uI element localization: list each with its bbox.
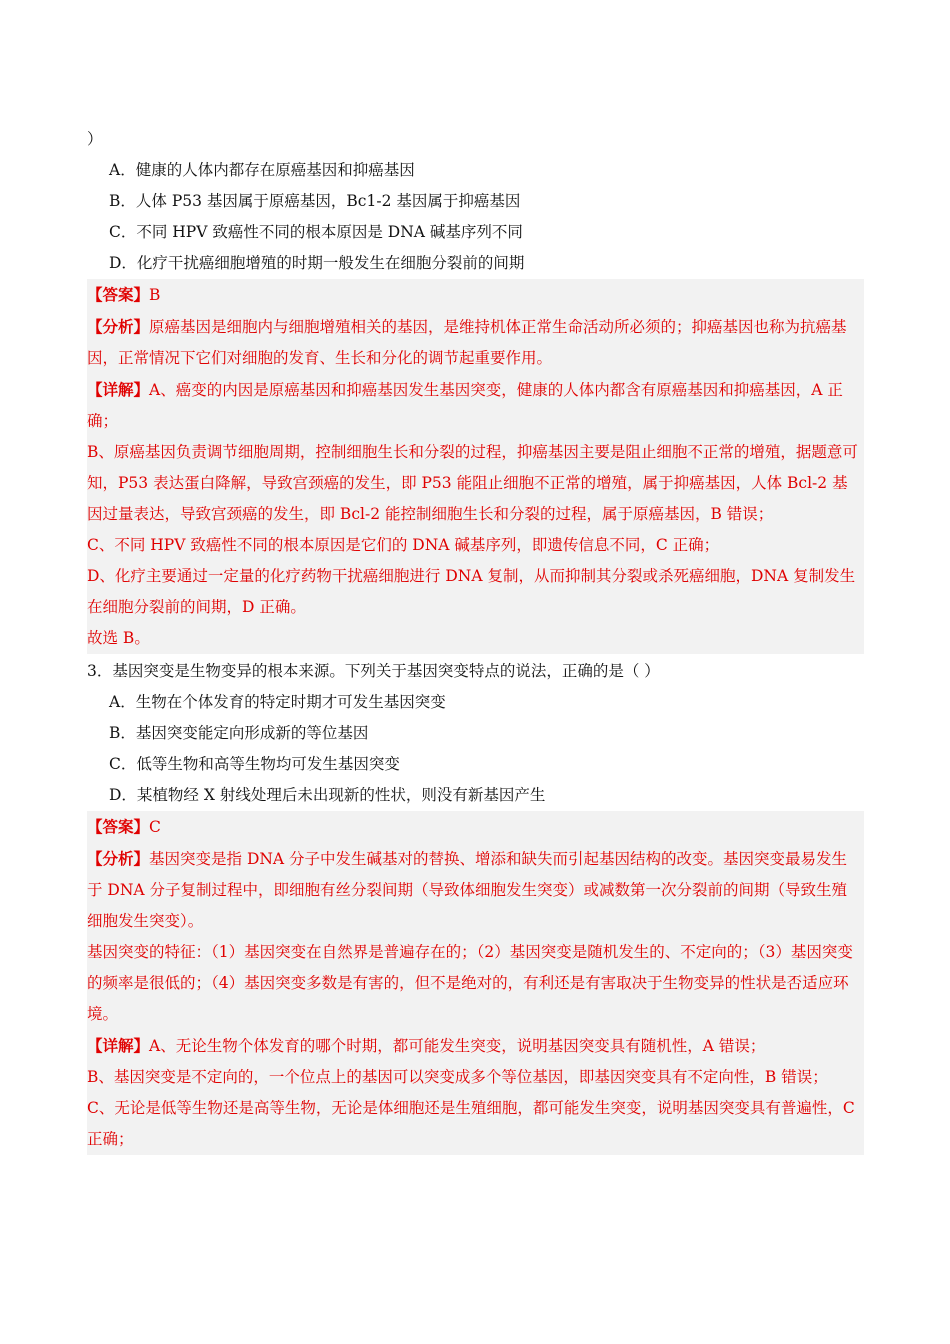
q2-detail-a bbox=[87, 374, 862, 437]
analysis-label: 【分析】 bbox=[87, 317, 150, 336]
q2-option-b: B．人体 P53 基因属于原癌基因，Bc1-2 基因属于抑癌基因 bbox=[109, 192, 521, 210]
q2-stem-tail: ） bbox=[87, 130, 103, 148]
answer-value: B bbox=[149, 286, 161, 304]
q3-solution-block bbox=[87, 811, 864, 1155]
analysis-label: 【分析】 bbox=[87, 849, 150, 868]
analysis-text: 基因突变是指 DNA 分子中发生碱基对的替换、增添和缺失而引起基因结构的改变。基因突变最易发生于 DNA 分子复制过程中，即细胞有丝分裂间期（导致体细胞发生突变）或减数第一次分裂前的间期（导致生殖细胞发生突变）。 bbox=[87, 850, 848, 930]
q2-detail-b: B、原癌基因负责调节细胞周期，控制细胞生长和分裂的过程，抑癌基因主要是阻止细胞不正常的增殖，据题意可知，P53 表达蛋白降解，导致宫颈癌的发生，即 P53 能阻止细胞不正常的增殖，属于抑癌基因，人体 Bcl-2 基因过量表达，导致宫颈癌的发生，即 Bcl-2 能控制细胞生长和分裂的过程，属于原癌基因，B 错误； bbox=[87, 443, 858, 523]
q3-option-c: C．低等生物和高等生物均可发生基因突变 bbox=[109, 755, 400, 773]
q3-answer bbox=[87, 811, 862, 843]
q3-detail-c: C、无论是低等生物还是高等生物，无论是体细胞还是生殖细胞，都可能发生突变，说明基因突变具有普遍性，C 正确； bbox=[87, 1099, 855, 1148]
q3-option-d: D．某植物经 X 射线处理后未出现新的性状，则没有新基因产生 bbox=[109, 786, 546, 804]
q3-stem: 3．基因突变是生物变异的根本来源。下列关于基因突变特点的说法，正确的是（ ） bbox=[87, 662, 660, 680]
answer-label: 【答案】 bbox=[87, 817, 150, 836]
q3-detail-a bbox=[87, 1030, 862, 1062]
q2-conclusion: 故选 B。 bbox=[87, 629, 150, 647]
q3-option-a: A．生物在个体发育的特定时期才可发生基因突变 bbox=[109, 693, 446, 711]
answer-value: C bbox=[149, 818, 161, 836]
q2-detail-d: D、化疗主要通过一定量的化疗药物干扰癌细胞进行 DNA 复制，从而抑制其分裂或杀死癌细胞，DNA 复制发生在细胞分裂前的间期，D 正确。 bbox=[87, 567, 856, 616]
q2-detail-c: C、不同 HPV 致癌性不同的根本原因是它们的 DNA 碱基序列，即遗传信息不同，C 正确； bbox=[87, 536, 720, 554]
detail-text-a: A、癌变的内因是原癌基因和抑癌基因发生基因突变，健康的人体内都含有原癌基因和抑癌基因，A 正确； bbox=[87, 381, 843, 430]
detail-label: 【详解】 bbox=[87, 1036, 150, 1055]
detail-text-a: A、无论生物个体发育的哪个时期，都可能发生突变，说明基因突变具有随机性，A 错误； bbox=[149, 1037, 766, 1055]
document-content bbox=[87, 124, 864, 1157]
detail-label: 【详解】 bbox=[87, 380, 150, 399]
q2-option-c: C．不同 HPV 致癌性不同的根本原因是 DNA 碱基序列不同 bbox=[109, 223, 523, 241]
q3-option-b: B．基因突变能定向形成新的等位基因 bbox=[109, 724, 369, 742]
q3-detail-b: B、基因突变是不定向的，一个位点上的基因可以突变成多个等位基因，即基因突变具有不定向性，B 错误； bbox=[87, 1068, 828, 1086]
q3-features: 基因突变的特征：（1）基因突变在自然界是普遍存在的；（2）基因突变是随机发生的、不定向的；（3）基因突变的频率是很低的；（4）基因突变多数是有害的，但不是绝对的，有利还是有害取决于生物变异的性状是否适应环境。 bbox=[87, 943, 853, 1023]
analysis-text: 原癌基因是细胞内与细胞增殖相关的基因，是维持机体正常生命活动所必须的；抑癌基因也称为抗癌基因，正常情况下它们对细胞的发育、生长和分化的调节起重要作用。 bbox=[87, 318, 847, 367]
q2-option-a: A．健康的人体内都存在原癌基因和抑癌基因 bbox=[109, 161, 415, 179]
q2-solution-block bbox=[87, 279, 864, 654]
q2-answer bbox=[87, 279, 862, 311]
q2-option-d: D．化疗干扰癌细胞增殖的时期一般发生在细胞分裂前的间期 bbox=[109, 254, 525, 272]
answer-label: 【答案】 bbox=[87, 285, 150, 304]
q3-analysis bbox=[87, 843, 862, 937]
q2-analysis bbox=[87, 311, 862, 374]
